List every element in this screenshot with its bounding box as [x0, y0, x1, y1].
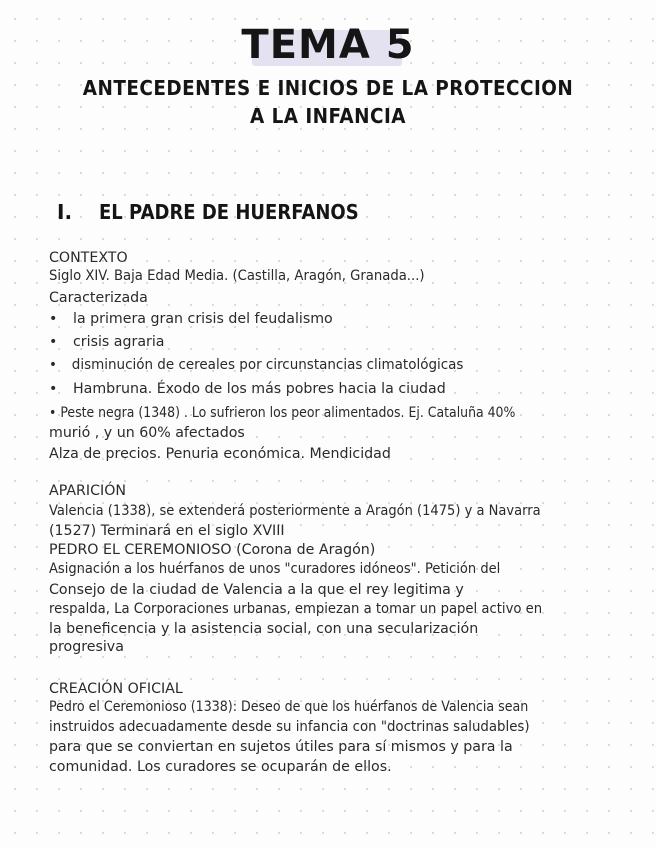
contexto-line: Alza de precios. Penuria económica. Mendicidad [49, 446, 391, 462]
aparicion-heading: APARICIÓN [49, 483, 126, 499]
contexto-heading: CONTEXTO [49, 250, 128, 266]
contexto-line: Caracterizada [49, 290, 148, 306]
creacion-line: comunidad. Los curadores se ocuparán de ellos. [49, 759, 392, 775]
aparicion-line: Consejo de la ciudad de Valencia a la que el rey legitima y [49, 582, 464, 598]
aparicion-line: progresiva [49, 639, 124, 655]
page-title: TEMA 5 [241, 22, 415, 68]
creacion-line: instruidos adecuadamente desde su infancia con "doctrinas saludables) [49, 719, 530, 735]
bullet-text: disminución de cereales por circunstancias climatológicas [71, 357, 464, 373]
creacion-line: Pedro el Ceremonioso (1338): Deseo de que los huérfanos de Valencia sean [49, 699, 529, 715]
section-title: EL PADRE DE HUERFANOS [99, 200, 359, 224]
aparicion-line: (1527) Terminará en el siglo XVIII [49, 523, 285, 539]
section-number: I. [57, 200, 73, 224]
aparicion-line: PEDRO EL CEREMONIOSO (Corona de Aragón) [49, 542, 376, 558]
contexto-line: murió , y un 60% afectados [49, 425, 245, 441]
contexto-line: Siglo XIV. Baja Edad Media. (Castilla, Aragón, Granada...) [49, 268, 425, 284]
creacion-heading: CREACIÓN OFICIAL [49, 681, 183, 697]
aparicion-line: la beneficencia y la asistencia social, con una secularización [49, 621, 479, 637]
page-subtitle-line1: ANTECEDENTES E INICIOS DE LA PROTECCION [82, 76, 574, 100]
bullet-item: • Hambruna. Éxodo de los más pobres hacia la ciudad [49, 381, 446, 397]
page-subtitle-line2: A LA INFANCIA [250, 104, 406, 128]
aparicion-line: respalda, La Corporaciones urbanas, empiezan a tomar un papel activo en [49, 601, 543, 617]
bullet-text: crisis agraria [73, 334, 165, 350]
aparicion-line: Asignación a los huérfanos de unos "curadores idóneos". Petición del [49, 561, 501, 577]
aparicion-line: Valencia (1338), se extenderá posteriormente a Aragón (1475) y a Navarra [49, 503, 541, 519]
bullet-item: • la primera gran crisis del feudalismo [49, 311, 333, 327]
bullet-item: • crisis agraria [49, 334, 165, 350]
bullet-text: la primera gran crisis del feudalismo [73, 311, 333, 327]
contexto-line: • Peste negra (1348) . Lo sufrieron los peor alimentados. Ej. Cataluña 40% [49, 405, 516, 421]
bullet-text: Hambruna. Éxodo de los más pobres hacia la ciudad [73, 381, 446, 397]
creacion-line: para que se conviertan en sujetos útiles para sí mismos y para la [49, 739, 513, 755]
bullet-item: • disminución de cereales por circunstancias climatológicas [49, 357, 464, 373]
